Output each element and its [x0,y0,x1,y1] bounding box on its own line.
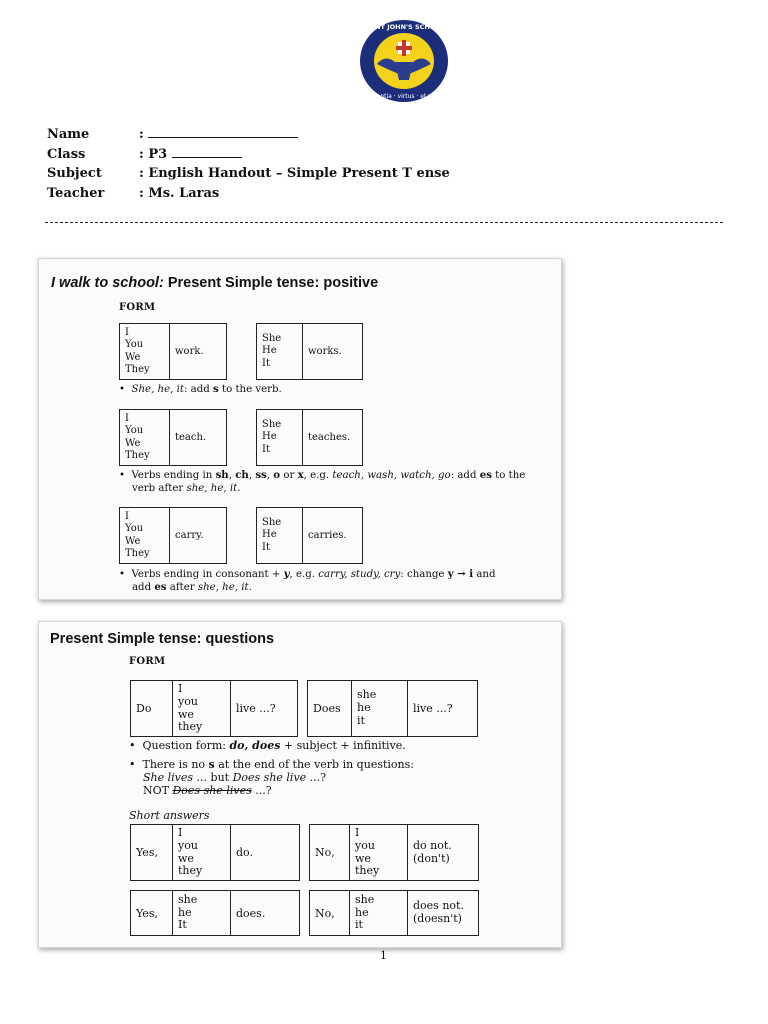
short-answers-label: Short answers [129,809,210,822]
table-work: I You We They work. [119,323,227,380]
table-yes-does: Yes, she he It does. [130,890,300,936]
table-does-live: Does she he it live ...? [307,680,478,737]
form-label: FORM [119,302,156,313]
note-change-y: • Verbs ending in consonant + y, e.g. carry, study, cry: change y → i and add es after she, he, it. [119,568,496,593]
note-add-es: • Verbs ending in sh, ch, ss, o or x, e.g. teach, wash, watch, go: add es to the verb after she, he, it. [119,469,526,494]
questions-title: Present Simple tense: questions [50,631,275,647]
note-question-form: • Question form: do, does + subject + infinitive. [129,739,406,752]
positive-title: I walk to school: Present Simple tense: positive [51,275,379,291]
positive-form-card [38,258,562,600]
class-value: : P3 [139,146,168,162]
subject-value: : English Handout – Simple Present T ense [139,166,450,181]
name-label: Name [47,127,90,142]
name-blank[interactable] [148,128,298,138]
table-teaches: She He It teaches. [256,409,363,466]
table-carries: She He It carries. [256,507,363,564]
school-logo [355,18,453,104]
svg-text:SAINT JOHN'S SCHOOL: SAINT JOHN'S SCHOOL [362,23,446,31]
table-no-doesnot: No, she he it does not. (doesn't) [309,890,479,936]
table-teach: I You We They teach. [119,409,227,466]
teacher-value: : Ms. Laras [139,185,220,201]
form-label-2: FORM [129,656,166,667]
class-label: Class [47,146,86,162]
table-carry: I You We They carry. [119,507,227,564]
page-number: 1 [380,949,387,962]
name-value: : [139,127,144,142]
teacher-label: Teacher [47,185,105,201]
table-no-donot: No, I you we they do not. (don't) [309,824,479,881]
svg-text:scientia · virtus · et vita: scientia · virtus · et vita [368,93,440,100]
subject-label: Subject [47,166,102,181]
separator-line [45,222,723,223]
questions-form-card [38,621,562,948]
table-works: She He It works. [256,323,363,380]
note-add-s: • She, he, it: add s to the verb. [119,383,282,395]
table-do-live: Do I you we they live ...? [130,680,298,737]
table-yes-do: Yes, I you we they do. [130,824,300,881]
note-no-s: • There is no s at the end of the verb in questions: She lives ... but Does she live ...? NOT Does she lives ...? [129,758,414,797]
class-blank[interactable] [172,148,242,158]
